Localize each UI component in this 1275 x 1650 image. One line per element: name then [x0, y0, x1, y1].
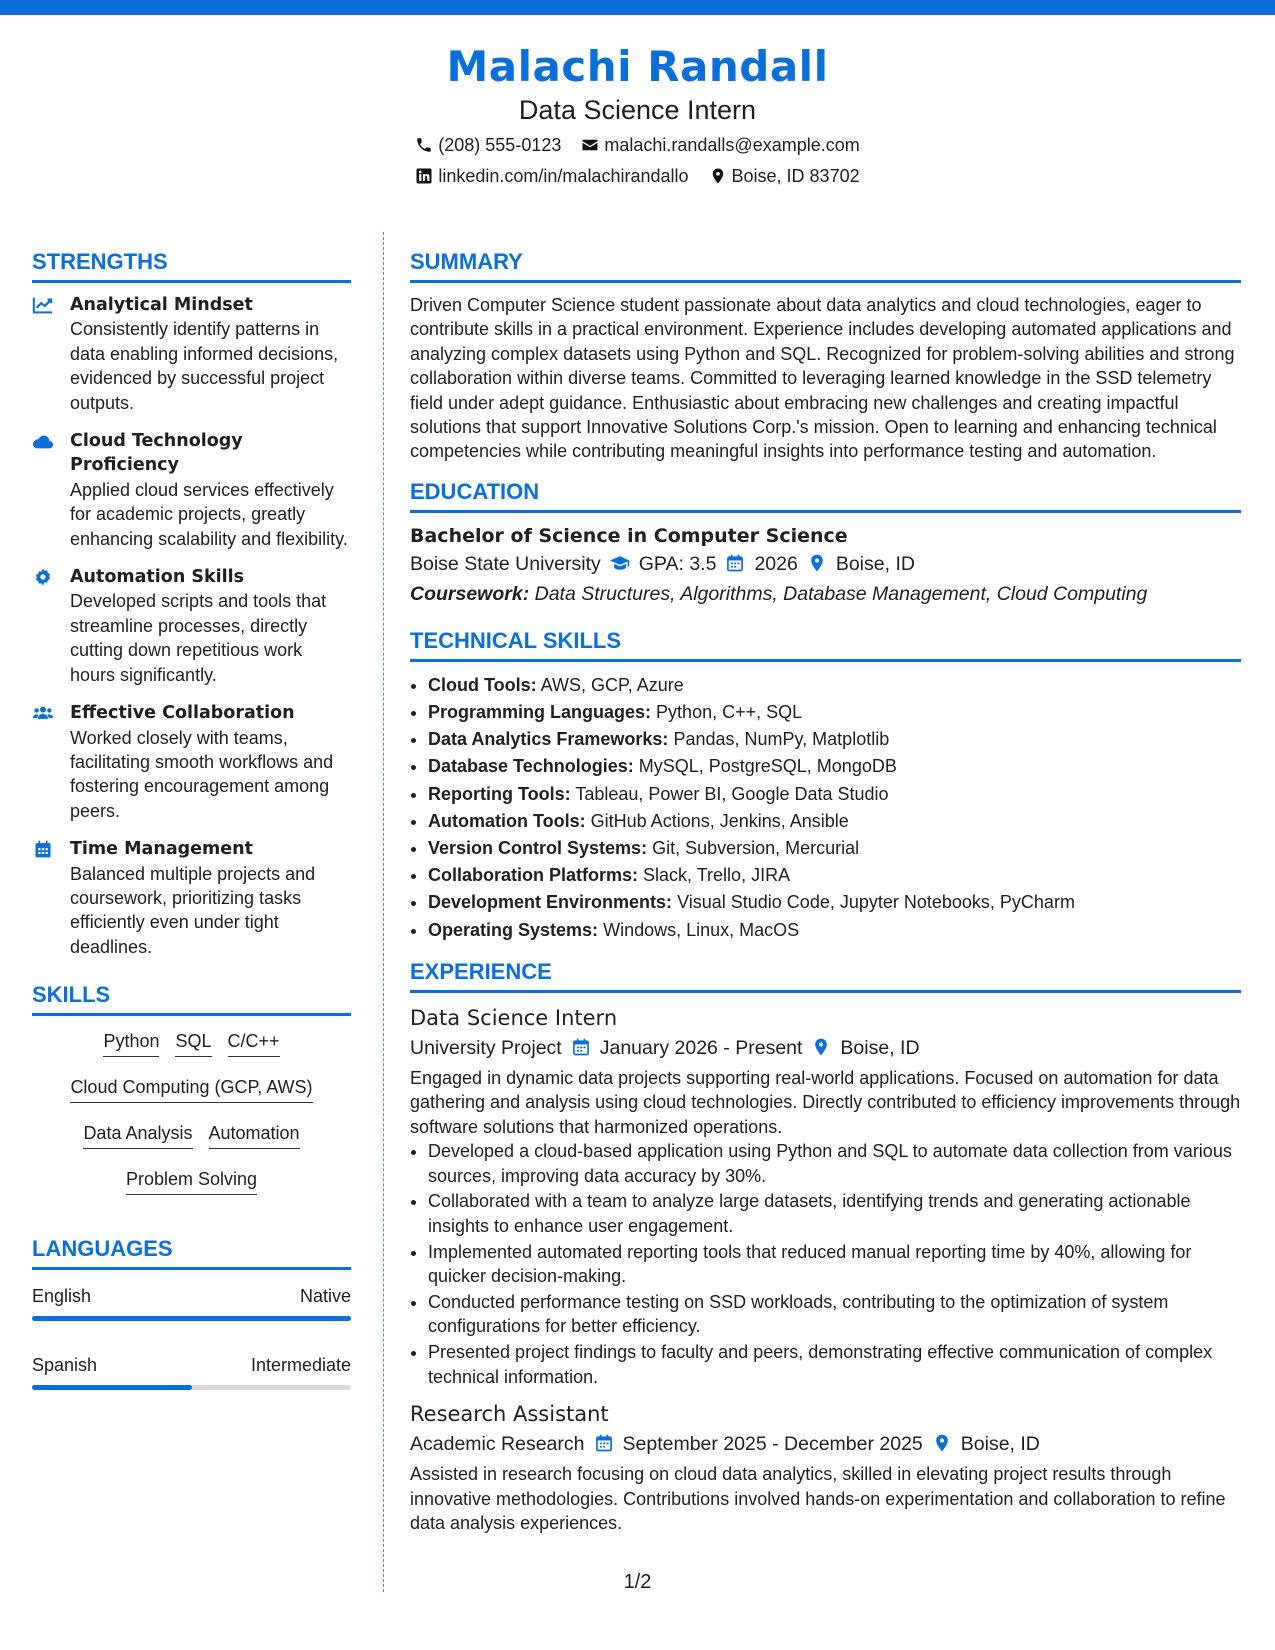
job-location: Boise, ID	[960, 1433, 1040, 1456]
languages-heading: LANGUAGES	[32, 1235, 351, 1270]
strength-item	[32, 837, 351, 959]
linkedin-contact[interactable]	[415, 164, 688, 188]
skill-tag: Automation	[209, 1122, 300, 1149]
map-pin-icon	[709, 167, 727, 185]
cloud-icon	[32, 429, 70, 551]
experience-heading: EXPERIENCE	[410, 958, 1241, 993]
technical-skills-list	[410, 672, 1241, 944]
resume-header	[0, 40, 1275, 188]
location-text: Boise, ID 83702	[731, 166, 860, 186]
skill-tag: Problem Solving	[126, 1168, 257, 1195]
list-item: • Data Analytics Frameworks: Pandas, NumPy, Matplotlib	[428, 726, 1241, 753]
summary-heading: SUMMARY	[410, 248, 1241, 283]
envelope-icon	[581, 136, 599, 154]
job-bullets	[410, 1139, 1241, 1389]
language-proficiency-fill	[32, 1385, 192, 1390]
list-item: • Cloud Tools: AWS, GCP, Azure	[428, 672, 1241, 699]
right-column	[410, 248, 1241, 1535]
strength-heading: Cloud Technology Proficiency	[70, 431, 243, 476]
job-dates: September 2025 - December 2025	[622, 1433, 923, 1456]
candidate-name: Malachi Randall	[446, 42, 829, 91]
strength-heading: Effective Collaboration	[70, 703, 295, 724]
strength-text: Consistently identify patterns in data enabling informed decisions, evidenced by successful project outputs.	[70, 319, 339, 413]
list-item: • Database Technologies: MySQL, PostgreSQL, MongoDB	[428, 753, 1241, 780]
strengths-heading: STRENGTHS	[32, 248, 351, 283]
skills-heading: SKILLS	[32, 981, 351, 1016]
linkedin-text[interactable]: linkedin.com/in/malachirandallo	[438, 166, 689, 186]
candidate-title: Data Science Intern	[518, 95, 757, 125]
language-english	[32, 1284, 351, 1321]
map-pin-icon	[810, 1037, 832, 1059]
users-icon	[32, 701, 70, 823]
school-name: Boise State University	[410, 552, 601, 575]
job-role: Research Assistant	[410, 1402, 609, 1427]
language-proficiency-fill	[32, 1316, 351, 1321]
language-proficiency-bar	[32, 1385, 351, 1390]
phone-contact	[415, 133, 561, 157]
list-item: • Operating Systems: Windows, Linux, MacOS	[428, 917, 1241, 944]
summary-text: Driven Computer Science student passionate about data analytics and cloud technologies, eager to contribute skills in a practical environment. Experience includes developing automated applications and analyzing complex datasets using Python and SQL. Recognized for problem-solving abilities and strong collaboration within diverse teams. Committed to leveraging learned knowledge in the SSD telemetry field under adept guidance. Enthusiastic about embracing new challenges and creating impactful solutions that support Innovative Solutions Corp.'s mission. Open to learning and enhancing technical competencies while contributing meaningful insights into performance testing and automation.	[410, 295, 1235, 462]
job-role: Data Science Intern	[410, 1005, 618, 1030]
skill-tag: Python	[103, 1030, 159, 1057]
job-meta	[410, 1429, 1241, 1459]
strength-heading: Analytical Mindset	[70, 295, 253, 315]
strength-item	[32, 293, 351, 415]
column-divider	[383, 232, 384, 1592]
technical-skills-heading: TECHNICAL SKILLS	[410, 627, 1241, 662]
language-name: English	[32, 1286, 92, 1307]
job-summary: Engaged in dynamic data projects supporting real-world applications. Focused on automation for data gathering and analysis using cloud technologies. Directly contributed to efficiency improvements through software solutions that harmonized operations.	[410, 1067, 1241, 1137]
skills-tags	[32, 1026, 351, 1195]
strength-heading: Automation Skills	[70, 567, 245, 588]
strength-text: Developed scripts and tools that streamline processes, directly cutting down repetitious work hours significantly.	[70, 591, 327, 685]
list-item: • Developed a cloud-based application using Python and SQL to automate data collection from various sources, improving data accuracy by 30%.	[428, 1139, 1241, 1188]
coursework	[410, 579, 1241, 609]
calendar-icon	[724, 553, 746, 575]
calendar-icon	[593, 1433, 615, 1455]
calendar-icon	[570, 1037, 592, 1059]
chart-line-icon	[32, 293, 70, 415]
phone-text: (208) 555-0123	[438, 135, 562, 155]
list-item: • Collaboration Platforms: Slack, Trello, JIRA	[428, 862, 1241, 889]
degree-title: Bachelor of Science in Computer Science	[410, 524, 848, 547]
job-org: Academic Research	[410, 1433, 585, 1456]
strength-text: Worked closely with teams, facilitating smooth workflows and fostering encouragement among peers.	[70, 727, 334, 821]
job-meta	[410, 1033, 1241, 1063]
job-org: University Project	[410, 1036, 562, 1059]
strength-text: Applied cloud services effectively for academic projects, greatly enhancing scalability and flexibility.	[70, 479, 348, 549]
gpa-text: GPA: 3.5	[638, 552, 717, 575]
list-item: • Collaborated with a team to analyze large datasets, identifying trends and generating actionable insights to enhance user engagement.	[428, 1189, 1241, 1238]
language-level: Intermediate	[250, 1355, 351, 1376]
contact-row-1	[0, 133, 1275, 157]
education-meta	[410, 549, 1241, 579]
contact-row-2	[0, 164, 1275, 188]
language-spanish	[32, 1353, 351, 1390]
top-accent-bar	[0, 0, 1275, 15]
map-pin-icon	[806, 553, 828, 575]
strength-item	[32, 565, 351, 687]
page-number: 1/2	[623, 1571, 652, 1593]
school-location: Boise, ID	[835, 552, 915, 575]
job-dates: January 2026 - Present	[599, 1036, 803, 1059]
list-item: • Automation Tools: GitHub Actions, Jenkins, Ansible	[428, 808, 1241, 835]
linkedin-icon	[415, 167, 433, 185]
email-text[interactable]: malachi.randalls@example.com	[604, 135, 860, 155]
skill-tag: C/C++	[228, 1030, 280, 1057]
left-column	[32, 248, 351, 1422]
gear-icon	[32, 565, 70, 687]
phone-icon	[415, 136, 433, 154]
coursework-label: Coursework:	[410, 582, 530, 605]
list-item: • Presented project findings to faculty and peers, demonstrating effective communication of complex technical information.	[428, 1340, 1241, 1389]
language-proficiency-bar	[32, 1316, 351, 1321]
calendar-icon	[32, 837, 70, 959]
language-level: Native	[299, 1286, 351, 1307]
coursework-list: Data Structures, Algorithms, Database Management, Cloud Computing	[534, 582, 1148, 605]
language-name: Spanish	[32, 1355, 98, 1376]
skill-tag: Data Analysis	[83, 1122, 192, 1149]
strength-item	[32, 701, 351, 823]
job-entry	[410, 1003, 1241, 1389]
skill-tag: SQL	[175, 1030, 211, 1057]
email-contact[interactable]	[581, 133, 859, 157]
map-pin-icon	[931, 1433, 953, 1455]
skill-tag: Cloud Computing (GCP, AWS)	[70, 1076, 312, 1103]
list-item: • Development Environments: Visual Studio Code, Jupyter Notebooks, PyCharm	[428, 889, 1241, 916]
education-heading: EDUCATION	[410, 478, 1241, 513]
strength-heading: Time Management	[70, 839, 253, 860]
graduation-year: 2026	[754, 552, 798, 575]
graduation-cap-icon	[609, 553, 631, 575]
list-item: • Conducted performance testing on SSD workloads, contributing to the optimization of system configurations for better efficiency.	[428, 1290, 1241, 1339]
strength-item	[32, 429, 351, 551]
list-item: • Reporting Tools: Tableau, Power BI, Google Data Studio	[428, 781, 1241, 808]
job-entry	[410, 1399, 1241, 1535]
job-location: Boise, ID	[840, 1036, 920, 1059]
list-item: • Programming Languages: Python, C++, SQL	[428, 699, 1241, 726]
list-item: • Implemented automated reporting tools that reduced manual reporting time by 40%, allowing for quicker decision-making.	[428, 1240, 1241, 1289]
location-contact	[709, 164, 860, 188]
list-item: • Version Control Systems: Git, Subversion, Mercurial	[428, 835, 1241, 862]
strength-text: Balanced multiple projects and coursework, prioritizing tasks efficiently even under tight deadlines.	[70, 863, 316, 957]
job-summary: Assisted in research focusing on cloud data analytics, skilled in elevating project results through innovative methodologies. Contributions involved hands-on experimentation and collaboration to refine data analysis experiences.	[410, 1464, 1226, 1533]
